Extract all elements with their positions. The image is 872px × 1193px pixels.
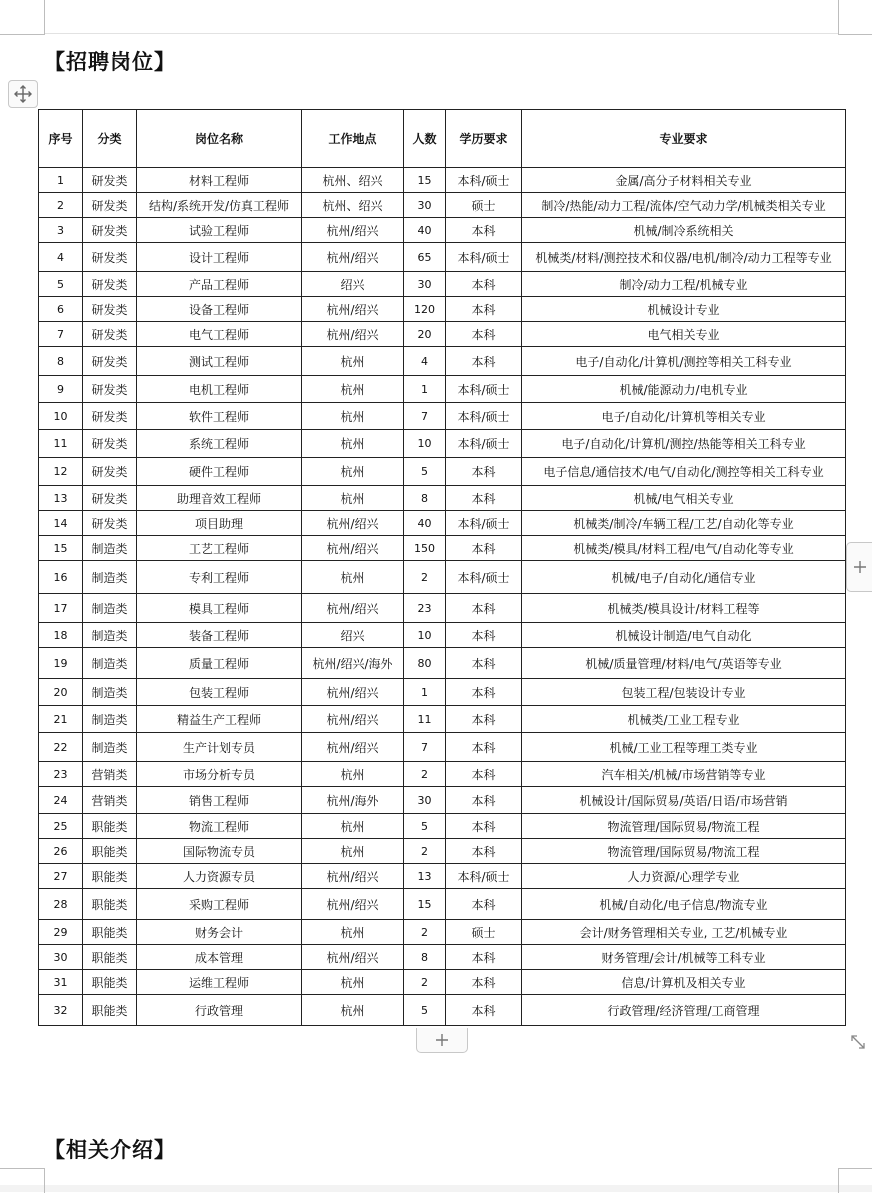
table-cell[interactable]: 杭州/绍兴 <box>302 864 404 889</box>
plus-icon <box>435 1033 449 1047</box>
table-cell[interactable]: 32 <box>39 995 83 1026</box>
table-cell[interactable]: 机械类/制冷/车辆工程/工艺/自动化等专业 <box>522 511 846 536</box>
header-margin-line <box>45 33 838 34</box>
table-cell[interactable]: 1 <box>39 168 83 193</box>
table-row <box>39 458 846 486</box>
table-cell[interactable]: 国际物流专员 <box>137 839 302 864</box>
table-row <box>39 376 846 403</box>
table-cell[interactable]: 电子信息/通信技术/电气/自动化/测控等相关工科专业 <box>522 458 846 486</box>
table-cell[interactable]: 研发类 <box>83 511 137 536</box>
table-cell[interactable]: 营销类 <box>83 762 137 787</box>
table-cell[interactable]: 绍兴 <box>302 272 404 297</box>
table-cell[interactable]: 杭州 <box>302 762 404 787</box>
table-cell[interactable]: 制造类 <box>83 706 137 733</box>
header-cell[interactable]: 分类 <box>83 110 137 168</box>
table-cell[interactable]: 杭州 <box>302 839 404 864</box>
table-cell[interactable]: 行政管理 <box>137 995 302 1026</box>
table-cell[interactable]: 16 <box>39 561 83 594</box>
table-cell[interactable]: 9 <box>39 376 83 403</box>
table-cell[interactable]: 28 <box>39 889 83 920</box>
job-table <box>38 109 846 1026</box>
plus-icon <box>853 560 867 574</box>
table-cell[interactable]: 本科 <box>446 970 522 995</box>
table-cell[interactable]: 19 <box>39 648 83 679</box>
table-cell[interactable]: 硕士 <box>446 193 522 218</box>
table-cell[interactable]: 23 <box>404 594 446 623</box>
table-cell[interactable]: 5 <box>404 458 446 486</box>
table-cell[interactable]: 机械类/工业工程专业 <box>522 706 846 733</box>
table-cell[interactable]: 机械类/模具设计/材料工程等 <box>522 594 846 623</box>
table-cell[interactable]: 10 <box>39 403 83 430</box>
table-cell[interactable]: 销售工程师 <box>137 787 302 814</box>
table-cell[interactable]: 工艺工程师 <box>137 536 302 561</box>
table-cell[interactable]: 生产计划专员 <box>137 733 302 762</box>
table-cell[interactable]: 职能类 <box>83 814 137 839</box>
table-cell[interactable]: 测试工程师 <box>137 347 302 376</box>
table-cell[interactable]: 包装工程/包装设计专业 <box>522 679 846 706</box>
table-cell[interactable]: 本科/硕士 <box>446 403 522 430</box>
table-cell[interactable]: 本科 <box>446 594 522 623</box>
table-cell[interactable]: 11 <box>39 430 83 458</box>
table-cell[interactable]: 财务管理/会计/机械等工科专业 <box>522 945 846 970</box>
table-cell[interactable]: 30 <box>404 272 446 297</box>
table-cell[interactable]: 杭州/绍兴 <box>302 706 404 733</box>
table-cell[interactable]: 2 <box>404 970 446 995</box>
table-cell[interactable]: 23 <box>39 762 83 787</box>
table-cell[interactable]: 1 <box>404 679 446 706</box>
table-cell[interactable]: 30 <box>404 193 446 218</box>
table-cell[interactable]: 机械类/模具/材料工程/电气/自动化等专业 <box>522 536 846 561</box>
table-cell[interactable]: 10 <box>404 623 446 648</box>
table-cell[interactable]: 结构/系统开发/仿真工程师 <box>137 193 302 218</box>
table-cell[interactable]: 本科/硕士 <box>446 168 522 193</box>
table-cell[interactable]: 运维工程师 <box>137 970 302 995</box>
table-cell[interactable]: 本科 <box>446 648 522 679</box>
table-cell[interactable]: 杭州 <box>302 430 404 458</box>
header-cell[interactable]: 专业要求 <box>522 110 846 168</box>
table-cell[interactable]: 30 <box>404 787 446 814</box>
table-cell[interactable]: 行政管理/经济管理/工商管理 <box>522 995 846 1026</box>
table-cell[interactable]: 杭州/绍兴 <box>302 322 404 347</box>
table-cell[interactable]: 制造类 <box>83 648 137 679</box>
table-row <box>39 945 846 970</box>
table-cell[interactable]: 职能类 <box>83 945 137 970</box>
table-cell[interactable]: 制造类 <box>83 679 137 706</box>
table-cell[interactable]: 硕士 <box>446 920 522 945</box>
table-cell[interactable]: 本科 <box>446 679 522 706</box>
table-cell[interactable]: 设计工程师 <box>137 243 302 272</box>
table-row <box>39 814 846 839</box>
table-cell[interactable]: 本科 <box>446 218 522 243</box>
table-row <box>39 272 846 297</box>
table-cell[interactable]: 7 <box>404 733 446 762</box>
header-cell[interactable]: 学历要求 <box>446 110 522 168</box>
table-cell[interactable]: 包装工程师 <box>137 679 302 706</box>
table-cell[interactable]: 电子/自动化/计算机等相关专业 <box>522 403 846 430</box>
table-cell[interactable]: 精益生产工程师 <box>137 706 302 733</box>
table-cell[interactable]: 绍兴 <box>302 623 404 648</box>
table-cell[interactable]: 本科/硕士 <box>446 376 522 403</box>
table-cell[interactable]: 职能类 <box>83 970 137 995</box>
table-cell[interactable]: 15 <box>404 168 446 193</box>
table-cell[interactable]: 研发类 <box>83 272 137 297</box>
table-cell[interactable]: 杭州 <box>302 486 404 511</box>
table-cell[interactable]: 制造类 <box>83 733 137 762</box>
table-cell[interactable]: 31 <box>39 970 83 995</box>
header-cell[interactable]: 序号 <box>39 110 83 168</box>
table-cell[interactable]: 杭州/绍兴 <box>302 536 404 561</box>
table-cell[interactable]: 财务会计 <box>137 920 302 945</box>
table-cell[interactable]: 本科 <box>446 706 522 733</box>
table-row <box>39 297 846 322</box>
table-cell[interactable]: 65 <box>404 243 446 272</box>
table-cell[interactable]: 本科 <box>446 814 522 839</box>
table-cell[interactable]: 信息/计算机及相关专业 <box>522 970 846 995</box>
table-cell[interactable]: 制造类 <box>83 536 137 561</box>
table-cell[interactable]: 5 <box>404 814 446 839</box>
table-cell[interactable]: 7 <box>404 403 446 430</box>
table-cell[interactable]: 硬件工程师 <box>137 458 302 486</box>
table-cell[interactable]: 杭州、绍兴 <box>302 168 404 193</box>
margin-corner-mark <box>0 1168 45 1193</box>
table-cell[interactable]: 电子/自动化/计算机/测控/热能等相关工科专业 <box>522 430 846 458</box>
table-cell[interactable]: 杭州/绍兴 <box>302 733 404 762</box>
table-row <box>39 679 846 706</box>
table-cell[interactable]: 杭州/绍兴 <box>302 594 404 623</box>
table-row <box>39 486 846 511</box>
add-column-button[interactable] <box>846 542 872 592</box>
table-cell[interactable]: 杭州/绍兴 <box>302 945 404 970</box>
table-cell[interactable]: 15 <box>39 536 83 561</box>
table-cell[interactable]: 研发类 <box>83 193 137 218</box>
table-cell[interactable]: 杭州 <box>302 814 404 839</box>
table-cell[interactable]: 研发类 <box>83 347 137 376</box>
table-cell[interactable]: 物流管理/国际贸易/物流工程 <box>522 814 846 839</box>
table-cell[interactable]: 研发类 <box>83 376 137 403</box>
table-cell[interactable]: 电子/自动化/计算机/测控等相关工科专业 <box>522 347 846 376</box>
table-cell[interactable]: 杭州/绍兴 <box>302 243 404 272</box>
table-cell[interactable]: 4 <box>39 243 83 272</box>
table-cell[interactable]: 杭州/绍兴 <box>302 889 404 920</box>
table-cell[interactable]: 本科 <box>446 297 522 322</box>
table-row <box>39 889 846 920</box>
table-cell[interactable]: 本科/硕士 <box>446 511 522 536</box>
table-cell[interactable]: 杭州/绍兴 <box>302 511 404 536</box>
header-cell[interactable]: 人数 <box>404 110 446 168</box>
table-cell[interactable]: 营销类 <box>83 787 137 814</box>
table-cell[interactable]: 杭州 <box>302 970 404 995</box>
table-cell[interactable]: 会计/财务管理相关专业, 工艺/机械专业 <box>522 920 846 945</box>
table-cell[interactable]: 2 <box>404 561 446 594</box>
table-cell[interactable]: 24 <box>39 787 83 814</box>
table-cell[interactable]: 物流管理/国际贸易/物流工程 <box>522 839 846 864</box>
table-cell[interactable]: 8 <box>404 945 446 970</box>
table-cell[interactable]: 汽车相关/机械/市场营销等专业 <box>522 762 846 787</box>
table-row <box>39 511 846 536</box>
table-cell[interactable]: 本科/硕士 <box>446 561 522 594</box>
table-cell[interactable]: 80 <box>404 648 446 679</box>
table-cell[interactable]: 本科 <box>446 995 522 1026</box>
table-cell[interactable]: 29 <box>39 920 83 945</box>
table-cell[interactable]: 3 <box>39 218 83 243</box>
table-move-handle[interactable] <box>8 80 38 108</box>
table-cell[interactable]: 本科 <box>446 458 522 486</box>
table-cell[interactable]: 本科 <box>446 623 522 648</box>
table-cell[interactable]: 本科/硕士 <box>446 864 522 889</box>
table-cell[interactable]: 采购工程师 <box>137 889 302 920</box>
table-row <box>39 623 846 648</box>
table-cell[interactable]: 2 <box>404 920 446 945</box>
table-row <box>39 561 846 594</box>
margin-corner-mark <box>0 0 45 35</box>
table-cell[interactable]: 模具工程师 <box>137 594 302 623</box>
table-cell[interactable]: 研发类 <box>83 297 137 322</box>
table-cell[interactable]: 物流工程师 <box>137 814 302 839</box>
table-cell[interactable]: 电气工程师 <box>137 322 302 347</box>
table-cell[interactable]: 22 <box>39 733 83 762</box>
table-cell[interactable]: 研发类 <box>83 458 137 486</box>
table-cell[interactable]: 杭州 <box>302 403 404 430</box>
table-cell[interactable]: 杭州/海外 <box>302 787 404 814</box>
table-cell[interactable]: 机械/电气相关专业 <box>522 486 846 511</box>
table-cell[interactable]: 杭州 <box>302 920 404 945</box>
table-cell[interactable]: 机械设计制造/电气自动化 <box>522 623 846 648</box>
table-cell[interactable]: 2 <box>404 762 446 787</box>
table-cell[interactable]: 本科 <box>446 889 522 920</box>
section-heading-positions: 【招聘岗位】 <box>44 49 176 74</box>
table-row <box>39 218 846 243</box>
table-cell[interactable]: 制冷/热能/动力工程/流体/空气动力学/机械类相关专业 <box>522 193 846 218</box>
table-cell[interactable]: 15 <box>404 889 446 920</box>
table-cell[interactable]: 机械/质量管理/材料/电气/英语等专业 <box>522 648 846 679</box>
table-cell[interactable]: 职能类 <box>83 864 137 889</box>
table-resize-handle[interactable] <box>846 1029 870 1055</box>
table-cell[interactable]: 机械/制冷系统相关 <box>522 218 846 243</box>
margin-corner-mark <box>838 1168 872 1193</box>
table-cell[interactable]: 1 <box>404 376 446 403</box>
table-cell[interactable]: 2 <box>39 193 83 218</box>
table-cell[interactable]: 机械/能源动力/电机专业 <box>522 376 846 403</box>
table-cell[interactable]: 软件工程师 <box>137 403 302 430</box>
table-cell[interactable]: 市场分析专员 <box>137 762 302 787</box>
table-cell[interactable]: 8 <box>39 347 83 376</box>
table-cell[interactable]: 人力资源专员 <box>137 864 302 889</box>
table-cell[interactable]: 20 <box>39 679 83 706</box>
table-cell[interactable]: 本科 <box>446 536 522 561</box>
table-cell[interactable]: 本科 <box>446 486 522 511</box>
table-header-row <box>39 110 846 168</box>
table-cell[interactable]: 7 <box>39 322 83 347</box>
table-cell[interactable]: 质量工程师 <box>137 648 302 679</box>
table-row <box>39 322 846 347</box>
table-cell[interactable]: 本科 <box>446 945 522 970</box>
section-heading-intro: 【相关介绍】 <box>44 1137 176 1162</box>
table-cell[interactable]: 杭州 <box>302 561 404 594</box>
table-cell[interactable]: 5 <box>404 995 446 1026</box>
table-cell[interactable]: 制造类 <box>83 623 137 648</box>
table-cell[interactable]: 研发类 <box>83 218 137 243</box>
table-cell[interactable]: 12 <box>39 458 83 486</box>
table-cell[interactable]: 27 <box>39 864 83 889</box>
table-row <box>39 970 846 995</box>
table-cell[interactable]: 杭州 <box>302 347 404 376</box>
table-cell[interactable]: 杭州 <box>302 458 404 486</box>
table-row <box>39 706 846 733</box>
table-cell[interactable]: 研发类 <box>83 322 137 347</box>
table-row <box>39 762 846 787</box>
table-cell[interactable]: 试验工程师 <box>137 218 302 243</box>
table-cell[interactable]: 杭州/绍兴/海外 <box>302 648 404 679</box>
table-cell[interactable]: 21 <box>39 706 83 733</box>
table-cell[interactable]: 6 <box>39 297 83 322</box>
table-cell[interactable]: 项目助理 <box>137 511 302 536</box>
table-row <box>39 168 846 193</box>
table-cell[interactable]: 研发类 <box>83 486 137 511</box>
table-cell[interactable]: 系统工程师 <box>137 430 302 458</box>
table-row <box>39 243 846 272</box>
table-cell[interactable]: 本科/硕士 <box>446 430 522 458</box>
table-cell[interactable]: 研发类 <box>83 168 137 193</box>
move-icon <box>13 84 33 104</box>
table-cell[interactable]: 本科 <box>446 322 522 347</box>
table-cell[interactable]: 职能类 <box>83 889 137 920</box>
table-cell[interactable]: 4 <box>404 347 446 376</box>
table-cell[interactable]: 机械/自动化/电子信息/物流专业 <box>522 889 846 920</box>
table-cell[interactable]: 职能类 <box>83 920 137 945</box>
table-cell[interactable]: 26 <box>39 839 83 864</box>
table-cell[interactable]: 18 <box>39 623 83 648</box>
header-cell[interactable]: 工作地点 <box>302 110 404 168</box>
table-cell[interactable]: 职能类 <box>83 839 137 864</box>
page-bottom-edge <box>0 1185 872 1192</box>
table-cell[interactable]: 本科 <box>446 733 522 762</box>
table-row <box>39 995 846 1026</box>
table-cell[interactable]: 40 <box>404 218 446 243</box>
table-row <box>39 430 846 458</box>
table-cell[interactable]: 产品工程师 <box>137 272 302 297</box>
table-cell[interactable]: 13 <box>39 486 83 511</box>
resize-icon <box>849 1033 867 1051</box>
table-cell[interactable]: 装备工程师 <box>137 623 302 648</box>
table-cell[interactable]: 电气相关专业 <box>522 322 846 347</box>
table-cell[interactable]: 本科 <box>446 762 522 787</box>
table-row <box>39 403 846 430</box>
table-cell[interactable]: 机械设计/国际贸易/英语/日语/市场营销 <box>522 787 846 814</box>
table-cell[interactable]: 机械类/材料/测控技术和仪器/电机/制冷/动力工程等专业 <box>522 243 846 272</box>
table-cell[interactable]: 人力资源/心理学专业 <box>522 864 846 889</box>
table-cell[interactable]: 本科 <box>446 787 522 814</box>
table-cell[interactable]: 制造类 <box>83 561 137 594</box>
table-cell[interactable]: 2 <box>404 839 446 864</box>
table-cell[interactable]: 40 <box>404 511 446 536</box>
table-cell[interactable]: 杭州、绍兴 <box>302 193 404 218</box>
table-cell[interactable]: 本科/硕士 <box>446 243 522 272</box>
add-row-button[interactable] <box>416 1028 468 1053</box>
table-row <box>39 839 846 864</box>
table-cell[interactable]: 本科 <box>446 839 522 864</box>
table-row <box>39 787 846 814</box>
table-cell[interactable]: 电机工程师 <box>137 376 302 403</box>
table-cell[interactable]: 成本管理 <box>137 945 302 970</box>
table-row <box>39 347 846 376</box>
table-cell[interactable]: 8 <box>404 486 446 511</box>
table-row <box>39 733 846 762</box>
table-cell[interactable]: 11 <box>404 706 446 733</box>
table-cell[interactable]: 杭州/绍兴 <box>302 679 404 706</box>
table-row <box>39 864 846 889</box>
table-cell[interactable]: 机械/工业工程等理工类专业 <box>522 733 846 762</box>
table-cell[interactable]: 职能类 <box>83 995 137 1026</box>
table-cell[interactable]: 研发类 <box>83 430 137 458</box>
table-cell[interactable]: 120 <box>404 297 446 322</box>
table-cell[interactable]: 制造类 <box>83 594 137 623</box>
table-cell[interactable]: 杭州/绍兴 <box>302 297 404 322</box>
table-cell[interactable]: 杭州/绍兴 <box>302 218 404 243</box>
table-row <box>39 648 846 679</box>
table-cell[interactable]: 20 <box>404 322 446 347</box>
table-cell[interactable]: 30 <box>39 945 83 970</box>
table-cell[interactable]: 25 <box>39 814 83 839</box>
table-cell[interactable]: 制冷/动力工程/机械专业 <box>522 272 846 297</box>
table-cell[interactable]: 150 <box>404 536 446 561</box>
table-cell[interactable]: 专利工程师 <box>137 561 302 594</box>
table-cell[interactable]: 本科 <box>446 272 522 297</box>
margin-corner-mark <box>838 0 872 35</box>
table-cell[interactable]: 5 <box>39 272 83 297</box>
table-cell[interactable]: 机械设计专业 <box>522 297 846 322</box>
table-cell[interactable]: 材料工程师 <box>137 168 302 193</box>
table-cell[interactable]: 14 <box>39 511 83 536</box>
table-cell[interactable]: 17 <box>39 594 83 623</box>
table-row <box>39 193 846 218</box>
table-row <box>39 536 846 561</box>
table-cell[interactable]: 杭州 <box>302 376 404 403</box>
table-cell[interactable]: 本科 <box>446 347 522 376</box>
table-cell[interactable]: 10 <box>404 430 446 458</box>
table-row <box>39 920 846 945</box>
table-cell[interactable]: 机械/电子/自动化/通信专业 <box>522 561 846 594</box>
table-cell[interactable]: 研发类 <box>83 403 137 430</box>
table-cell[interactable]: 助理音效工程师 <box>137 486 302 511</box>
table-cell[interactable]: 13 <box>404 864 446 889</box>
table-cell[interactable]: 研发类 <box>83 243 137 272</box>
table-cell[interactable]: 杭州 <box>302 995 404 1026</box>
header-cell[interactable]: 岗位名称 <box>137 110 302 168</box>
table-cell[interactable]: 设备工程师 <box>137 297 302 322</box>
table-cell[interactable]: 金属/高分子材料相关专业 <box>522 168 846 193</box>
table-row <box>39 594 846 623</box>
